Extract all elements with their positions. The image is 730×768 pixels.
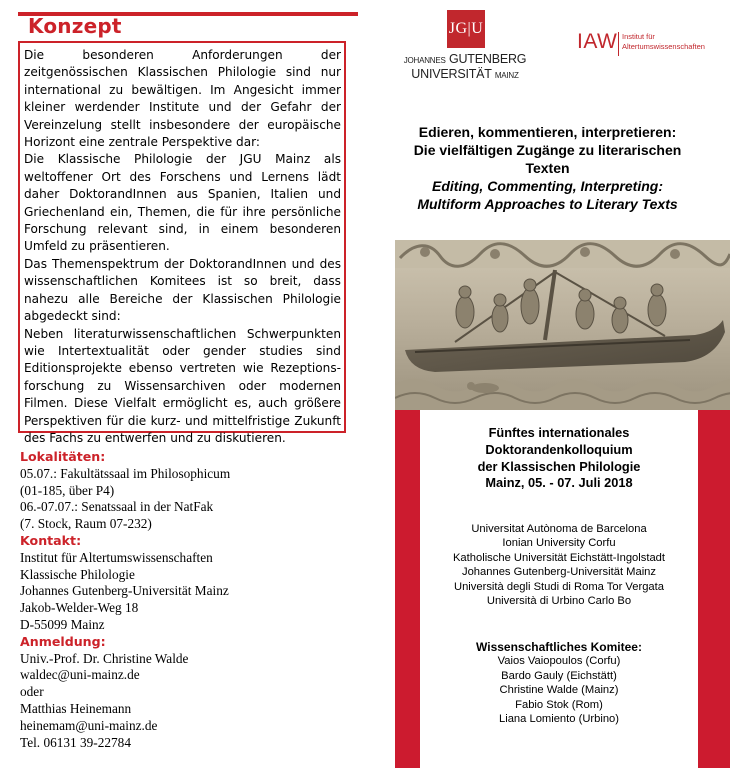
iaw-logo-subtitle [622, 32, 705, 52]
iaw-sub-line2: Altertumswissenschaften [622, 42, 705, 51]
konzept-paragraph: Die Klassische Philologie der JGU Mainz als weltoffener Ort des Forschens und Lernens lädt daher DoktorandInnen aus Spanien, Italien und Griechenland ein, Themen, die für ihre persönliche Forschung relevant sind, in einem besonderen Umfeld zu präsentieren. [24, 152, 341, 254]
event-line: Fünftes internationales [488, 425, 630, 440]
lokalitaet-line: (01-185, über P4) [20, 482, 115, 498]
title-de-line: Die vielfältigen Zugänge zu literarischen [413, 142, 682, 158]
colloquium-title [365, 123, 730, 213]
komitee-heading: Wissenschaftliches Komitee: [476, 640, 642, 654]
jgu-universitaet: UNIVERSITÄT [411, 67, 492, 81]
jgu-logo [395, 10, 535, 85]
kontakt-line: D-55099 Mainz [20, 616, 105, 632]
iaw-logo-divider [618, 32, 619, 56]
university-item: Ionian University Corfu [502, 537, 616, 550]
jgu-mainz: MAINZ [494, 71, 519, 80]
komitee-list [420, 640, 698, 726]
title-en-line: Editing, Commenting, Interpreting: [432, 178, 663, 194]
konzept-box [18, 41, 346, 445]
universities-list [420, 522, 698, 608]
jgu-logo-mark: JG|U [447, 10, 485, 48]
lokalitaet-line: 05.07.: Fakultätssaal im Philosophicum [20, 465, 231, 481]
anmeldung-line: Univ.-Prof. Dr. Christine Walde [20, 650, 189, 666]
iaw-logo [577, 30, 727, 60]
konzept-paragraph: Das Themenspektrum der DoktorandInnen und des wissenschaftlichen Komitees ist so breit, dass nahezu alle Bereiche der Klassischen Philologie abgedeckt sind: [24, 256, 341, 324]
university-item: Johannes Gutenberg-Universität Mainz [461, 566, 657, 579]
konzept-heading: Konzept [28, 14, 122, 38]
event-line: Doktorandenkolloquium [485, 441, 633, 457]
komitee-member: Fabio Stok (Rom) [515, 698, 603, 711]
title-en-line: Multiform Approaches to Literary Texts [417, 196, 678, 212]
right-column [365, 0, 730, 768]
anmeldung-line: oder [20, 684, 44, 700]
kontakt-line: Jakob-Welder-Weg 18 [20, 600, 139, 616]
jgu-logo-line1 [395, 52, 535, 66]
iaw-logo-letters: IAW [577, 30, 618, 53]
university-item: Katholische Universität Eichstätt-Ingolstadt [452, 551, 666, 564]
konzept-paragraph: Neben literaturwissenschaftlichen Schwerpunkten wie Intertextualität oder gender studies sind Editionsprojekte ebenso vertreten wie Rezeptions-forschung zu Wissensarchiven oder modernen Filmen. Diese Vielfalt ermöglicht es, auch größere Perspektiven für die kurz- und mittelfristige Zukunft des Fachs zu entwerfen und zu diskutieren. [24, 326, 341, 445]
jgu-johannes: JOHANNES [403, 56, 446, 65]
anmeldung-line: Matthias Heinemann [20, 700, 132, 716]
kontakt-heading: Kontakt: [20, 532, 82, 548]
jgu-logo-line2 [395, 67, 535, 81]
konzept-paragraph: Die besonderen Anforderungen der zeitgenössischen Klassischen Philologie sind nur international zu bewältigen. Im Angesicht immer kleiner werdender Institute und der Gefahr der Vereinzelung stellt insbesondere der europäische Horizont eine zentrale Perspektive dar: [24, 48, 341, 150]
konzept-text [24, 47, 341, 447]
komitee-member: Bardo Gauly (Eichstätt) [501, 669, 617, 682]
anmeldung-email-link[interactable]: waldec@uni-mainz.de [20, 667, 140, 683]
kontakt-line: Johannes Gutenberg-Universität Mainz [20, 583, 229, 599]
jgu-gutenberg: GUTENBERG [448, 52, 527, 66]
komitee-member: Christine Walde (Mainz) [499, 684, 619, 697]
komitee-member: Vaios Vaiopoulos (Corfu) [497, 655, 621, 668]
iaw-sub-line1: Institut für [622, 32, 655, 41]
university-item: Università degli Studi di Roma Tor Vergata [454, 580, 664, 593]
university-item: Università di Urbino Carlo Bo [486, 595, 632, 608]
ship-relief-image [395, 240, 730, 410]
event-line: der Klassischen Philologie [477, 458, 641, 474]
event-date: Mainz, 05. - 07. Juli 2018 [485, 475, 633, 491]
anmeldung-heading: Anmeldung: [20, 633, 106, 649]
title-de-line: Texten [525, 160, 570, 176]
title-de-line: Edieren, kommentieren, interpretieren: [418, 124, 677, 140]
lokalitaet-line: (7. Stock, Raum 07-232) [20, 516, 152, 532]
info-section [20, 449, 350, 751]
kontakt-line: Klassische Philologie [20, 566, 135, 582]
komitee-member: Liana Lomiento (Urbino) [498, 713, 620, 726]
anmeldung-email-link[interactable]: heinemam@uni-mainz.de [20, 717, 158, 733]
kontakt-line: Institut für Altertumswissenschaften [20, 549, 213, 565]
event-info [420, 425, 698, 492]
lokalitaeten-heading: Lokalitäten: [20, 449, 106, 464]
anmeldung-phone: Tel. 06131 39-22784 [20, 734, 131, 750]
lokalitaet-line: 06.-07.07.: Senatssaal in der NatFak [20, 499, 214, 515]
university-item: Universitat Autònoma de Barcelona [471, 523, 647, 535]
